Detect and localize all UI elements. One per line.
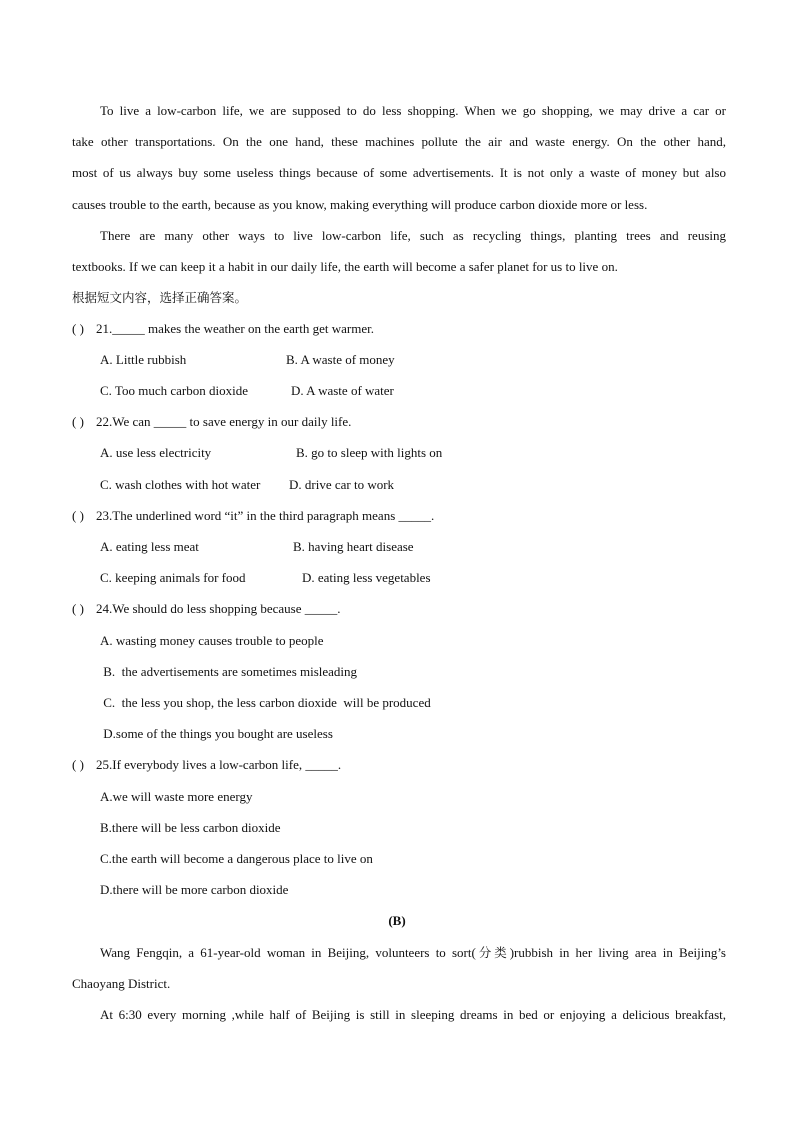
q21-option-c[interactable]: C. Too much carbon dioxide — [100, 383, 248, 398]
passage-a-p1-line-3: most of us always buy some useless things because of some advertisements. It is not only a waste of money but also — [72, 165, 726, 180]
answer-blank-24[interactable]: ( ) — [72, 601, 84, 616]
q25-option-a[interactable]: A.we will waste more energy — [100, 789, 253, 804]
passage-b-cjk-gloss: 分类 — [475, 945, 510, 960]
q23-option-c[interactable]: C. keeping animals for food — [100, 570, 246, 585]
q23-option-d[interactable]: D. eating less vegetables — [302, 570, 431, 585]
q23-option-a[interactable]: A. eating less meat — [100, 539, 199, 554]
passage-a-p2-line-2: textbooks. If we can keep it a habit in our daily life, the earth will become a safer planet for us to live on. — [72, 259, 618, 274]
passage-b-p1-line-2: Chaoyang District. — [72, 976, 171, 991]
q22-option-c[interactable]: C. wash clothes with hot water — [100, 477, 261, 492]
passage-b-p1-line-1-end: )rubbish in her living area in Beijing’s — [509, 945, 726, 960]
q24-option-b[interactable]: B. the advertisements are sometimes misleading — [100, 664, 358, 679]
question-23-text: 23.The underlined word “it” in the third paragraph means _____. — [96, 508, 435, 523]
q22-option-a[interactable]: A. use less electricity — [100, 445, 212, 460]
q25-option-b[interactable]: B.there will be less carbon dioxide — [100, 820, 281, 835]
passage-b-p2-line-1: At 6:30 every morning ,while half of Beijing is still in sleeping dreams in bed or enjoying a delicious breakfast, — [100, 1007, 726, 1022]
q23-option-b[interactable]: B. having heart disease — [293, 539, 414, 554]
passage-a-p1-line-1: To live a low-carbon life, we are supposed to do less shopping. When we go shopping, we may drive a car or — [100, 103, 726, 118]
question-21-text: 21._____ makes the weather on the earth get warmer. — [96, 321, 374, 336]
question-25-text: 25.If everybody lives a low-carbon life, _____. — [96, 757, 342, 772]
q24-option-a[interactable]: A. wasting money causes trouble to people — [100, 633, 324, 648]
q25-option-d[interactable]: D.there will be more carbon dioxide — [100, 882, 289, 897]
q21-option-d[interactable]: D. A waste of water — [291, 383, 394, 398]
passage-b-p1-line-1 — [100, 945, 726, 961]
section-b-heading: (B) — [388, 913, 406, 928]
answer-blank-21[interactable]: ( ) — [72, 321, 84, 336]
q22-option-b[interactable]: B. go to sleep with lights on — [296, 445, 443, 460]
q21-option-a[interactable]: A. Little rubbish — [100, 352, 187, 367]
passage-a-p1-line-2: take other transportations. On the one hand, these machines pollute the air and waste energy. On the other hand, — [72, 134, 726, 149]
passage-a-p2-line-1: There are many other ways to live low-carbon life, such as recycling things, planting trees and reusing — [100, 228, 726, 243]
answer-blank-22[interactable]: ( ) — [72, 414, 84, 429]
q24-option-d[interactable]: D.some of the things you bought are useless — [100, 726, 333, 741]
instruction-text: 根据短文内容，选择正确答案。 — [72, 290, 248, 305]
q24-option-c[interactable]: C. the less you shop, the less carbon dioxide will be produced — [100, 695, 431, 710]
q25-option-c[interactable]: C.the earth will become a dangerous place to live on — [100, 851, 373, 866]
answer-blank-25[interactable]: ( ) — [72, 757, 84, 772]
q21-option-b[interactable]: B. A waste of money — [286, 352, 395, 367]
q22-option-d[interactable]: D. drive car to work — [289, 477, 395, 492]
question-24-text: 24.We should do less shopping because _____. — [96, 601, 341, 616]
question-22-text: 22.We can _____ to save energy in our daily life. — [96, 414, 352, 429]
passage-a-p1-line-4: causes trouble to the earth, because as you know, making everything will produce carbon dioxide more or less. — [72, 197, 648, 212]
answer-blank-23[interactable]: ( ) — [72, 508, 84, 523]
passage-b-p1-line-1-start: Wang Fengqin, a 61-year-old woman in Beijing, volunteers to sort( — [100, 945, 476, 960]
